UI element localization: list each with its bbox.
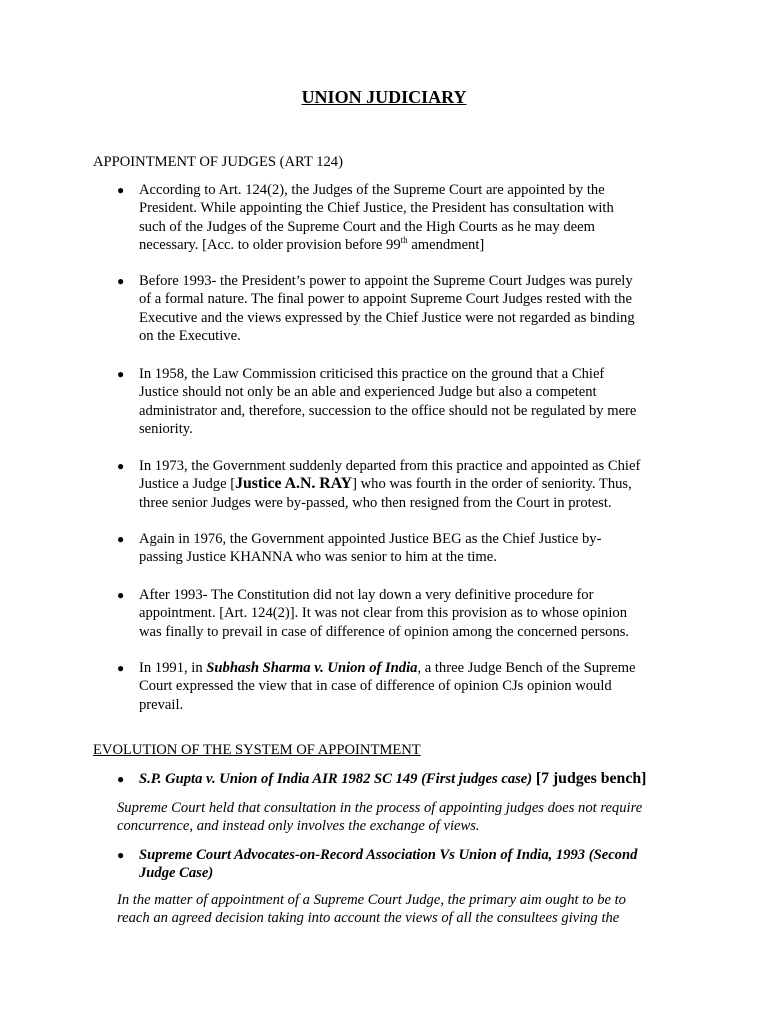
case-citation xyxy=(139,846,679,883)
text-line: appointment. [Art. 124(2)]. It was not clear from this provision as to whose opinion xyxy=(139,605,627,622)
text-line: of a formal nature. The final power to appoint Supreme Court Judges rested with the xyxy=(139,291,632,308)
bench-note: [7 judges bench] xyxy=(535,770,647,787)
list-item-text xyxy=(139,530,679,567)
list-item-text xyxy=(139,457,679,512)
text-line: In the matter of appointment of a Supreme Court Judge, the primary aim ought to be to xyxy=(117,892,626,908)
text-line: Before 1993- the President’s power to appoint the Supreme Court Judges was purely xyxy=(139,273,633,289)
text-line: was finally to prevail in case of difference of opinion among the concerned persons. xyxy=(139,623,630,640)
bullet-icon: ● xyxy=(117,459,125,473)
text-line: such of the Judges of the Supreme Court and the High Courts as he may deem xyxy=(139,218,595,235)
list-item-text xyxy=(139,770,679,788)
text-line: Judge Case) xyxy=(139,865,214,882)
text-line: Court expressed the view that in case of difference of opinion CJs opinion would xyxy=(139,678,612,695)
text-line xyxy=(139,770,679,788)
bullet-icon: ● xyxy=(117,532,125,546)
text-line: Executive and the views expressed by the Chief Justice were not regarded as binding xyxy=(139,309,635,326)
section-heading-evolution: EVOLUTION OF THE SYSTEM OF APPOINTMENT xyxy=(93,742,421,758)
text-line: seniority. xyxy=(139,420,193,437)
bullet-icon: ● xyxy=(117,367,125,381)
bullet-icon: ● xyxy=(117,274,125,288)
text-line: Again in 1976, the Government appointed Justice BEG as the Chief Justice by- xyxy=(139,531,602,547)
text-line: passing Justice KHANNA who was senior to him at the time. xyxy=(139,549,497,566)
case-summary xyxy=(117,891,674,928)
text-line: Supreme Court held that consultation in the process of appointing judges does not require xyxy=(117,800,643,816)
case-summary xyxy=(117,799,674,836)
case-name: Subhash Sharma v. Union of India xyxy=(206,660,418,676)
text-line: necessary. [Acc. to older provision before 99th amendment] xyxy=(139,235,485,253)
case-citation: S.P. Gupta v. Union of India AIR 1982 SC 149 (First judges case) xyxy=(139,771,533,787)
text-line: In 1973, the Government suddenly departed from this practice and appointed as Chief xyxy=(139,458,641,474)
text-line: three senior Judges were by-passed, who then resigned from the Court in protest. xyxy=(139,494,612,511)
section-heading-appointment: APPOINTMENT OF JUDGES (ART 124) xyxy=(93,154,343,170)
bullet-icon: ● xyxy=(117,183,125,197)
text-line: President. While appointing the Chief Justice, the President has consultation with xyxy=(139,200,614,217)
list-item-text xyxy=(139,365,679,438)
bullet-icon: ● xyxy=(117,772,125,786)
text-line: In 1958, the Law Commission criticised this practice on the ground that a Chief xyxy=(139,366,605,382)
text-line: Justice should not only be an able and experienced Judge but also a competent xyxy=(139,384,597,401)
bullet-icon: ● xyxy=(117,661,125,675)
list-item-text xyxy=(139,659,679,714)
text-line: prevail. xyxy=(139,696,184,713)
text-line: reach an agreed decision taking into account the views of all the consultees giving the xyxy=(117,910,620,927)
document-title: UNION JUDICIARY xyxy=(301,87,467,107)
text-line: administrator and, therefore, succession to the office should not be regulated by mere xyxy=(139,402,637,419)
list-item-text xyxy=(139,181,679,254)
list-item-text xyxy=(139,586,679,641)
justice-name: Justice A.N. RAY xyxy=(235,475,353,493)
text-line: In 1991, in Subhash Sharma v. Union of India, a three Judge Bench of the Supreme xyxy=(139,660,636,676)
text-line: After 1993- The Constitution did not lay down a very definitive procedure for xyxy=(139,587,594,603)
text-line: According to Art. 124(2), the Judges of the Supreme Court are appointed by the xyxy=(139,182,605,198)
list-item-text xyxy=(139,272,679,345)
text-line: concurrence, and instead only involves the exchange of views. xyxy=(117,818,480,835)
text-line: on the Executive. xyxy=(139,327,241,344)
text-line: Supreme Court Advocates-on-Record Association Vs Union of India, 1993 (Second xyxy=(139,847,638,863)
bullet-icon: ● xyxy=(117,848,125,862)
text-line: Justice a Judge [Justice A.N. RAY] who was fourth in the order of seniority. Thus, xyxy=(139,475,632,493)
bullet-icon: ● xyxy=(117,588,125,602)
